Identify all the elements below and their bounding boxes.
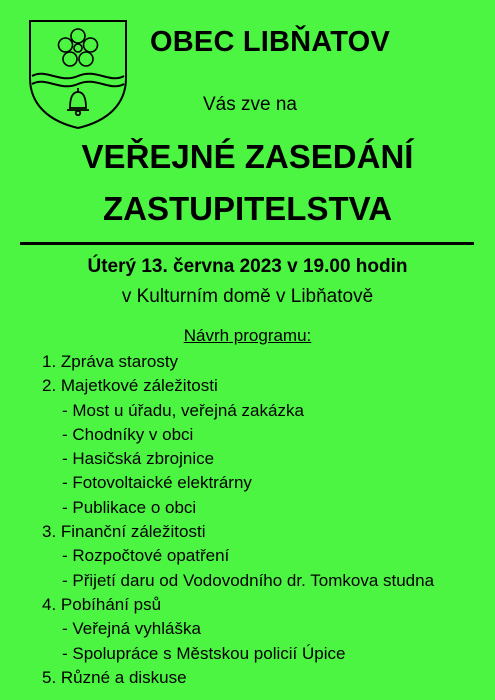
event-venue: v Kulturním domě v Libňatově [121, 286, 374, 307]
program-subitem: - Přijetí daru od Vodovodního dr. Tomkova studna [62, 570, 435, 590]
program-item: 3. Finanční záležitosti [42, 522, 206, 542]
event-title-line-2: ZASTUPITELSTVA [102, 190, 393, 227]
village-title: OBEC LIBŇATOV [150, 26, 390, 58]
program-subitem: - Publikace o obci [62, 497, 197, 517]
coat-of-arms-icon [26, 18, 130, 130]
program-subitem: - Veřejná vyhláška [62, 619, 201, 639]
program-item: 5. Různé a diskuse [42, 667, 187, 687]
program-subitem: - Fotovoltaické elektrárny [62, 473, 252, 493]
program-heading: Návrh programu: [183, 326, 312, 345]
program-subitem: - Rozpočtové opatření [62, 546, 230, 566]
program-subitem: - Hasičská zbrojnice [62, 449, 215, 469]
event-date-time: Úterý 13. června 2023 v 19.00 hodin [87, 256, 408, 277]
program-list [42, 350, 434, 690]
program-item: 2. Majetkové záležitosti [42, 376, 218, 396]
divider [20, 242, 474, 245]
program-subitem: - Spolupráce s Městskou policií Úpice [62, 643, 346, 663]
event-title-line-1: VEŘEJNÉ ZASEDÁNÍ [81, 138, 414, 175]
program-item: 1. Zpráva starosty [42, 352, 179, 371]
program-subitem: - Most u úřadu, veřejná zakázka [62, 400, 304, 420]
program-subitem: - Chodníky v obci [62, 424, 194, 444]
program-item: 4. Pobíhání psů [42, 594, 162, 614]
invite-text: Vás zve na [203, 94, 297, 115]
